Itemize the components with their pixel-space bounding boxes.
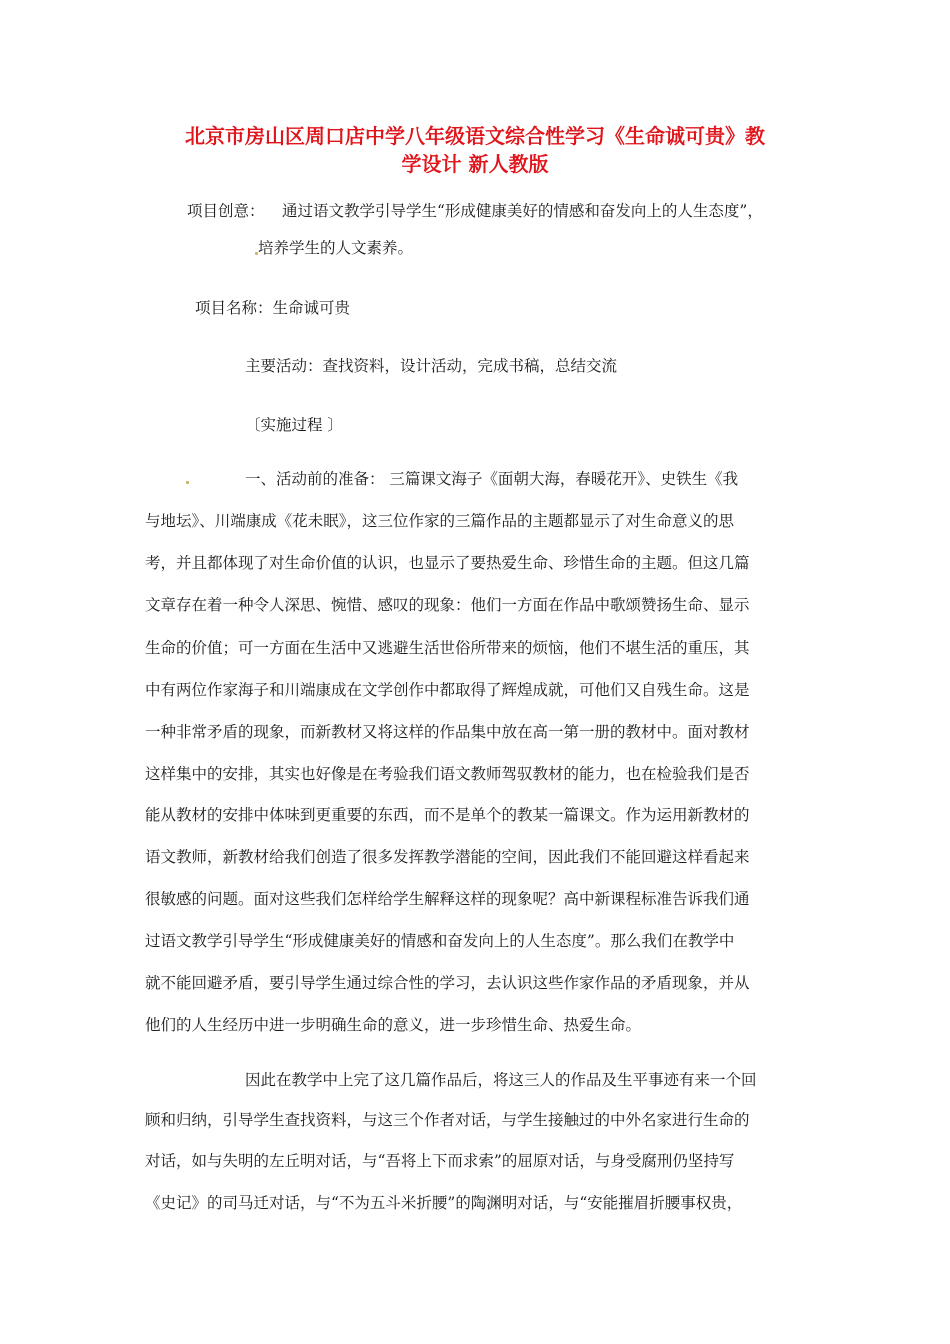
paragraph-line: 对话，如与失明的左丘明对话，与“吾将上下而求索”的屈原对话，与身受腐刑仍坚持写 — [145, 1152, 735, 1170]
paragraph-line: 顾和归纳，引导学生查找资料，与这三个作者对话，与学生接触过的中外名家进行生命的 — [145, 1111, 750, 1129]
paragraph-line: 就不能回避矛盾，要引导学生通过综合性的学习，去认识这些作家作品的矛盾现象，并从 — [145, 974, 750, 992]
paragraph-line: 很敏感的问题。面对这些我们怎样给学生解释这样的现象呢？高中新课程标准告诉我们通 — [145, 890, 750, 908]
paragraph-line: 语文教师，新教材给我们创造了很多发挥教学潜能的空间，因此我们不能回避这样看起来 — [145, 848, 750, 866]
paragraph-line: 能从教材的安排中体味到更重要的东西，而不是单个的教某一篇课文。作为运用新教材的 — [145, 806, 750, 824]
scan-speck — [186, 481, 189, 484]
creativity-text-line-2: 培养学生的人文素养。 — [258, 239, 414, 257]
paragraph-line: 这样集中的安排，其实也好像是在考验我们语文教师驾驭教材的能力，也在检验我们是否 — [145, 765, 750, 783]
paragraph-line: 考，并且都体现了对生命价值的认识，也显示了要热爱生命、珍惜生命的主题。但这几篇 — [145, 554, 750, 572]
title-line-2: 学设计 新人教版 — [401, 152, 549, 176]
section2-first-line: 因此在教学中上完了这几篇作品后，将这三人的作品及生平事迹有来一个回 — [245, 1071, 757, 1089]
section1-first-line: 一、活动前的准备： 三篇课文海子《面朝大海，春暖花开》、史铁生《我 — [245, 470, 739, 488]
paragraph-line: 与地坛》、川端康成《花未眠》，这三位作家的三篇作品的主题都显示了对生命意义的思 — [145, 512, 735, 530]
title-line-1: 北京市房山区周口店中学八年级语文综合性学习《生命诚可贵》教 — [185, 124, 765, 148]
paragraph-line: 过语文教学引导学生“形成健康美好的情感和奋发向上的人生态度”。那么我们在教学中 — [145, 932, 735, 950]
paragraph-line: 一种非常矛盾的现象，而新教材又将这样的作品集中放在高一第一册的教材中。面对教材 — [145, 723, 750, 741]
project-name: 项目名称：生命诚可贵 — [195, 299, 351, 317]
document-title — [140, 122, 810, 178]
creativity-text-line-1: 通过语文教学引导学生“形成健康美好的情感和奋发向上的人生态度”， — [282, 202, 763, 220]
paragraph-line: 他们的人生经历中进一步明确生命的意义，进一步珍惜生命、热爱生命。 — [145, 1016, 642, 1034]
creativity-label: 项目创意： — [187, 202, 265, 220]
paragraph-line: 文章存在着一种令人深思、惋惜、感叹的现象：他们一方面在作品中歌颂赞扬生命、显示 — [145, 596, 750, 614]
paragraph-line: 《史记》的司马迁对话，与“不为五斗米折腰”的陶渊明对话，与“安能摧眉折腰事权贵， — [145, 1194, 743, 1212]
paragraph-line: 中有两位作家海子和川端康成在文学创作中都取得了辉煌成就，可他们又自残生命。这是 — [145, 681, 750, 699]
paragraph-line: 生命的价值；可一方面在生活中又逃避生活世俗所带来的烦恼，他们不堪生活的重压，其 — [145, 639, 750, 657]
process-heading: 〔实施过程 〕 — [245, 416, 343, 434]
scan-speck — [255, 252, 258, 255]
main-activities: 主要活动：查找资料，设计活动，完成书稿，总结交流 — [245, 357, 618, 375]
